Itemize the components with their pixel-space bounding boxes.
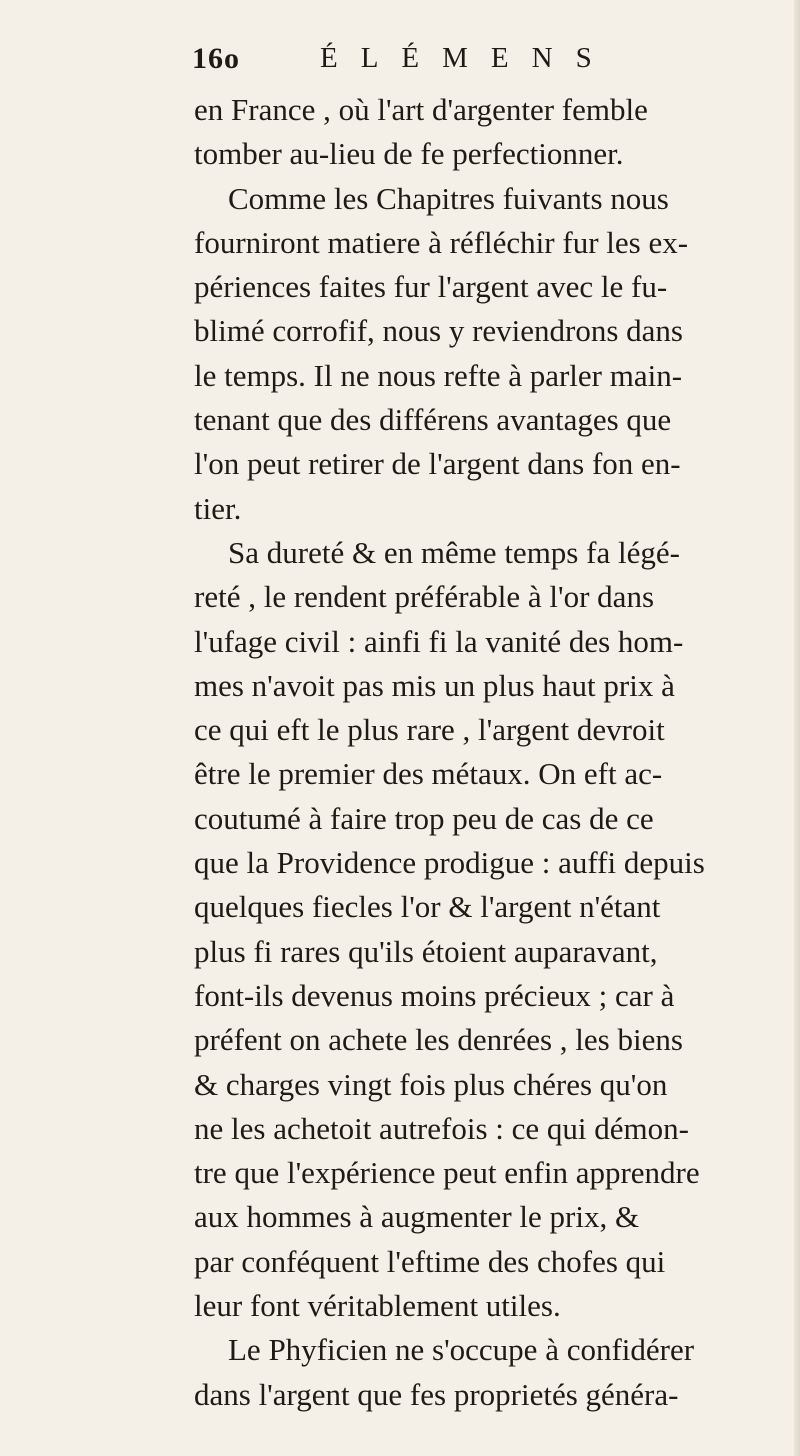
running-title: ÉLÉMENS (320, 42, 615, 74)
text-line: tenant que des différens avantages que (194, 402, 672, 438)
text-line: reté , le rendent préférable à l'or dans (194, 579, 655, 615)
text-line: être le premier des métaux. On eft ac- (194, 756, 663, 792)
text-line: le temps. Il ne nous refte à parler main- (194, 357, 683, 393)
text-line: par conféquent l'eftime des chofes qui (194, 1243, 666, 1279)
text-line: plus fi rares qu'ils étoient auparavant, (194, 933, 658, 969)
text-line: préfent on achete les denrées , les biens (194, 1022, 683, 1058)
text-line: font-ils devenus moins précieux ; car à (194, 977, 675, 1013)
text-line: & charges vingt fois plus chéres qu'on (194, 1066, 668, 1102)
text-line: ce qui eft le plus rare , l'argent devroit (194, 712, 665, 748)
text-line: fourniront matiere à réfléchir fur les ex- (194, 224, 689, 260)
text-line: dans l'argent que fes proprietés généra- (194, 1376, 679, 1412)
body-text (194, 88, 794, 1417)
text-line: tomber au-lieu de fe perfectionner. (194, 136, 624, 172)
text-line: en France , où l'art d'argenter femble (194, 92, 648, 127)
text-line: coutumé à faire trop peu de cas de ce (194, 800, 654, 836)
page-number: 16o (192, 42, 240, 75)
text-line: leur font véritablement utiles. (194, 1288, 561, 1324)
text-line: blimé corrofif, nous y reviendrons dans (194, 313, 683, 349)
text-line: tier. (194, 490, 242, 526)
text-line: tre que l'expérience peut enfin apprendre (194, 1155, 700, 1191)
text-line: Comme les Chapitres fuivants nous (228, 180, 669, 216)
text-line: aux hommes à augmenter le prix, & (194, 1199, 640, 1235)
text-line: ne les achetoit autrefois : ce qui démon- (194, 1110, 689, 1146)
page-header (192, 38, 782, 88)
text-line: l'ufage civil : ainfi fi la vanité des hom- (194, 623, 684, 659)
text-line: mes n'avoit pas mis un plus haut prix à (194, 667, 675, 703)
text-line: que la Providence prodigue : auffi depuis (194, 845, 705, 881)
text-line: Sa dureté & en même temps fa légé- (228, 534, 680, 570)
text-line: quelques fiecles l'or & l'argent n'étant (194, 889, 661, 925)
text-line: périences faites fur l'argent avec le fu- (194, 269, 668, 305)
text-line: Le Phyficien ne s'occupe à confidérer (228, 1332, 695, 1368)
text-line: l'on peut retirer de l'argent dans fon en- (194, 446, 681, 482)
page-edge (794, 0, 800, 1456)
